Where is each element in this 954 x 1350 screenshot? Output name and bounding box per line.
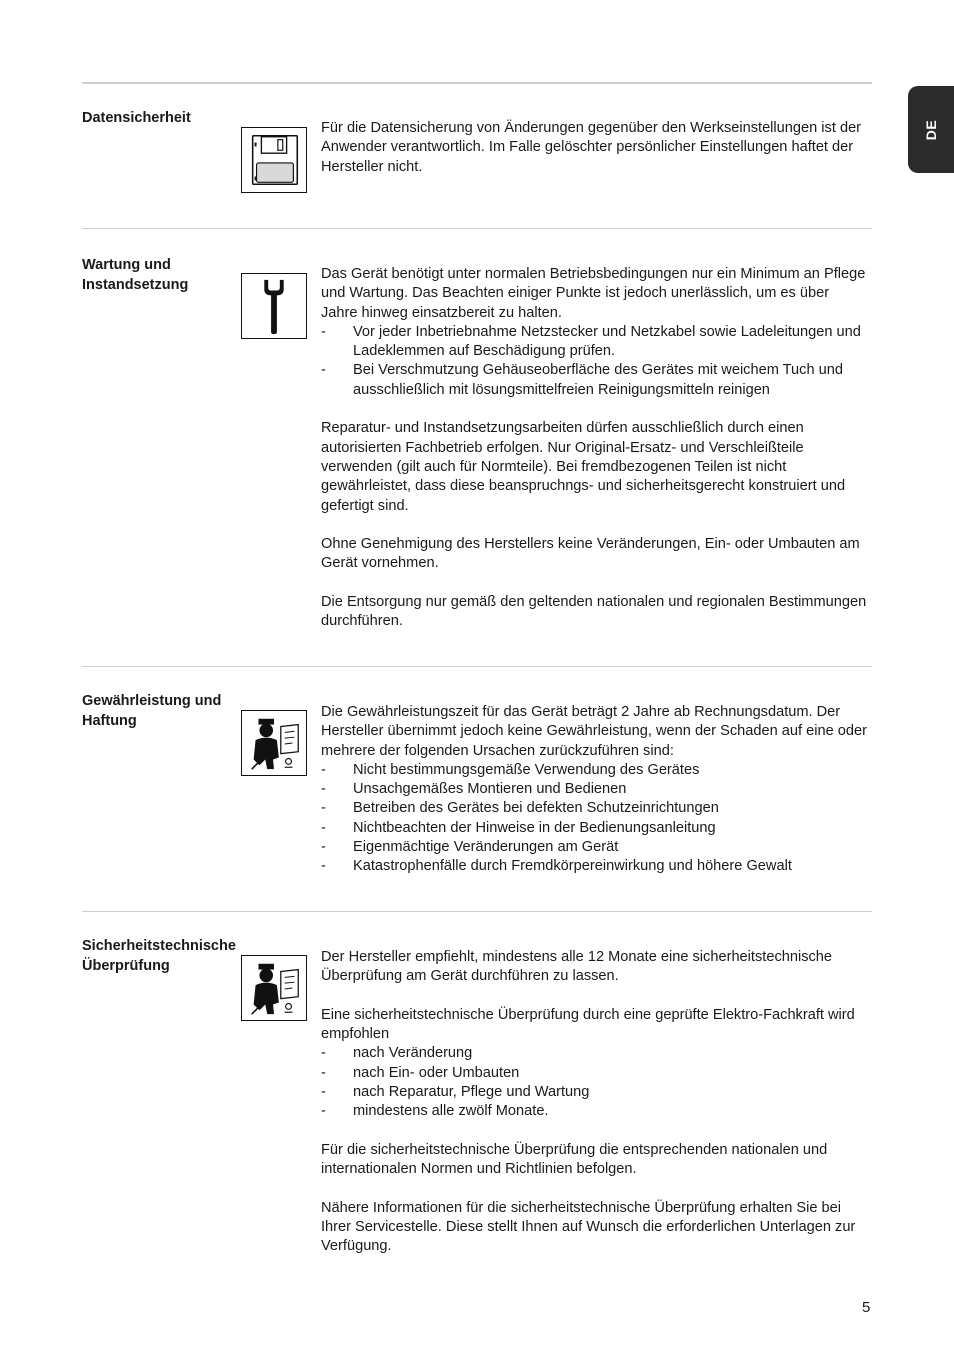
paragraph: Der Hersteller empfiehlt, mindestens alle 12 Monate eine sicherheitstechnische Überprüfung am Gerät durchführen zu lassen.: [321, 949, 833, 985]
paragraph: Das Gerät benötigt unter normalen Betriebsbedingungen nur ein Minimum an Pflege und Wartung. Das Beachten einiger Punkte ist jedoch unerlässlich, um es über Jahre hinweg einsatzbereit zu halten.: [321, 266, 866, 321]
technician-icon: [241, 955, 307, 1021]
section-divider: [82, 82, 872, 84]
list-item: - Nichtbeachten der Hinweise in der Bedienungsanleitung: [321, 819, 869, 838]
list-item: - nach Ein- oder Umbauten: [321, 1064, 869, 1083]
paragraph: Für die Datensicherung von Änderungen gegenüber den Werkseinstellungen ist der Anwender verantwortlich. Im Falle gelöschter persönlicher Einstellungen haftet der Hersteller nicht.: [321, 120, 862, 175]
list-item: - mindestens alle zwölf Monate.: [321, 1102, 869, 1121]
bullet-list: [321, 1044, 869, 1121]
language-tab-label: DE: [923, 119, 939, 140]
paragraph: Reparatur- und Instandsetzungsarbeiten dürfen ausschließlich durch einen autorisierten Fachbetrieb erfolgen. Nur Original-Ersatz- und Verschleißteile verwenden (gilt auch für Normteile). Bei fremdbezogenen Teilen ist nicht gewährleistet, dass diese beanspruchngs- und sicherheitsgerecht konstruiert und gefertigt sind.: [321, 420, 846, 514]
section-divider: [82, 666, 872, 667]
paragraph: Ohne Genehmigung des Herstellers keine Veränderungen, Ein- oder Umbauten am Gerät vornehmen.: [321, 536, 860, 572]
section-title-warranty: Gewährleistung und Haftung: [82, 693, 222, 729]
floppy-disk-icon: [241, 127, 307, 193]
list-item: - Bei Verschmutzung Gehäuseoberfläche des Gerätes mit weichem Tuch und ausschließlich mit lösungsmittelfreien Reinigungsmitteln reinigen: [321, 361, 869, 400]
paragraph: Nähere Informationen für die sicherheitstechnische Überprüfung erhalten Sie bei Ihrer Servicestelle. Diese stellt Ihnen auf Wunsch die erforderlichen Unterlagen zur Verfügung.: [321, 1199, 856, 1255]
section-divider: [82, 911, 872, 912]
section-title-maintenance: Wartung und Instandsetzung: [82, 257, 189, 293]
list-item: - Nicht bestimmungsgemäße Verwendung des Gerätes: [321, 761, 869, 780]
bullet-list: [321, 761, 869, 877]
list-item: - Eigenmächtige Veränderungen am Gerät: [321, 838, 869, 857]
section-title-data-security: Datensicherheit: [82, 110, 191, 126]
page-number: 5: [862, 1299, 871, 1316]
paragraph: Die Entsorgung nur gemäß den geltenden nationalen und regionalen Bestimmungen durchführen.: [321, 594, 867, 630]
paragraph: Für die sicherheitstechnische Überprüfung die entsprechenden nationalen und internationalen Normen und Richtlinien befolgen.: [321, 1141, 828, 1178]
list-item: - nach Veränderung: [321, 1044, 869, 1063]
list-item: - nach Reparatur, Pflege und Wartung: [321, 1083, 869, 1102]
list-item: - Unsachgemäßes Montieren und Bedienen: [321, 780, 869, 799]
section-divider: [82, 228, 872, 229]
language-tab: [908, 86, 954, 173]
section-body-data-security: [321, 119, 869, 177]
section-body-warranty: [321, 703, 869, 877]
section-body-safety-check: [321, 948, 869, 1257]
list-item: - Vor jeder Inbetriebnahme Netzstecker und Netzkabel sowie Ladeleitungen und Ladeklemmen auf Beschädigung prüfen.: [321, 323, 869, 362]
section-body-maintenance: [321, 265, 869, 632]
bullet-list: [321, 323, 869, 400]
paragraph: Eine sicherheitstechnische Überprüfung durch eine geprüfte Elektro-Fachkraft wird empfohlen: [321, 1006, 855, 1043]
list-item: - Betreiben des Gerätes bei defekten Schutzeinrichtungen: [321, 799, 869, 818]
paragraph: Die Gewährleistungszeit für das Gerät beträgt 2 Jahre ab Rechnungsdatum. Der Hersteller übernimmt jedoch keine Gewährleistung, wenn der Schaden auf eine oder mehrere der folgenden Ursachen zurückzuführen sind:: [321, 704, 867, 759]
wrench-icon: [241, 273, 307, 339]
list-item: - Katastrophenfälle durch Fremdkörpereinwirkung und höhere Gewalt: [321, 857, 869, 876]
section-title-safety-check: Sicherheitstechnische Überprüfung: [82, 938, 236, 974]
technician-icon: [241, 710, 307, 776]
